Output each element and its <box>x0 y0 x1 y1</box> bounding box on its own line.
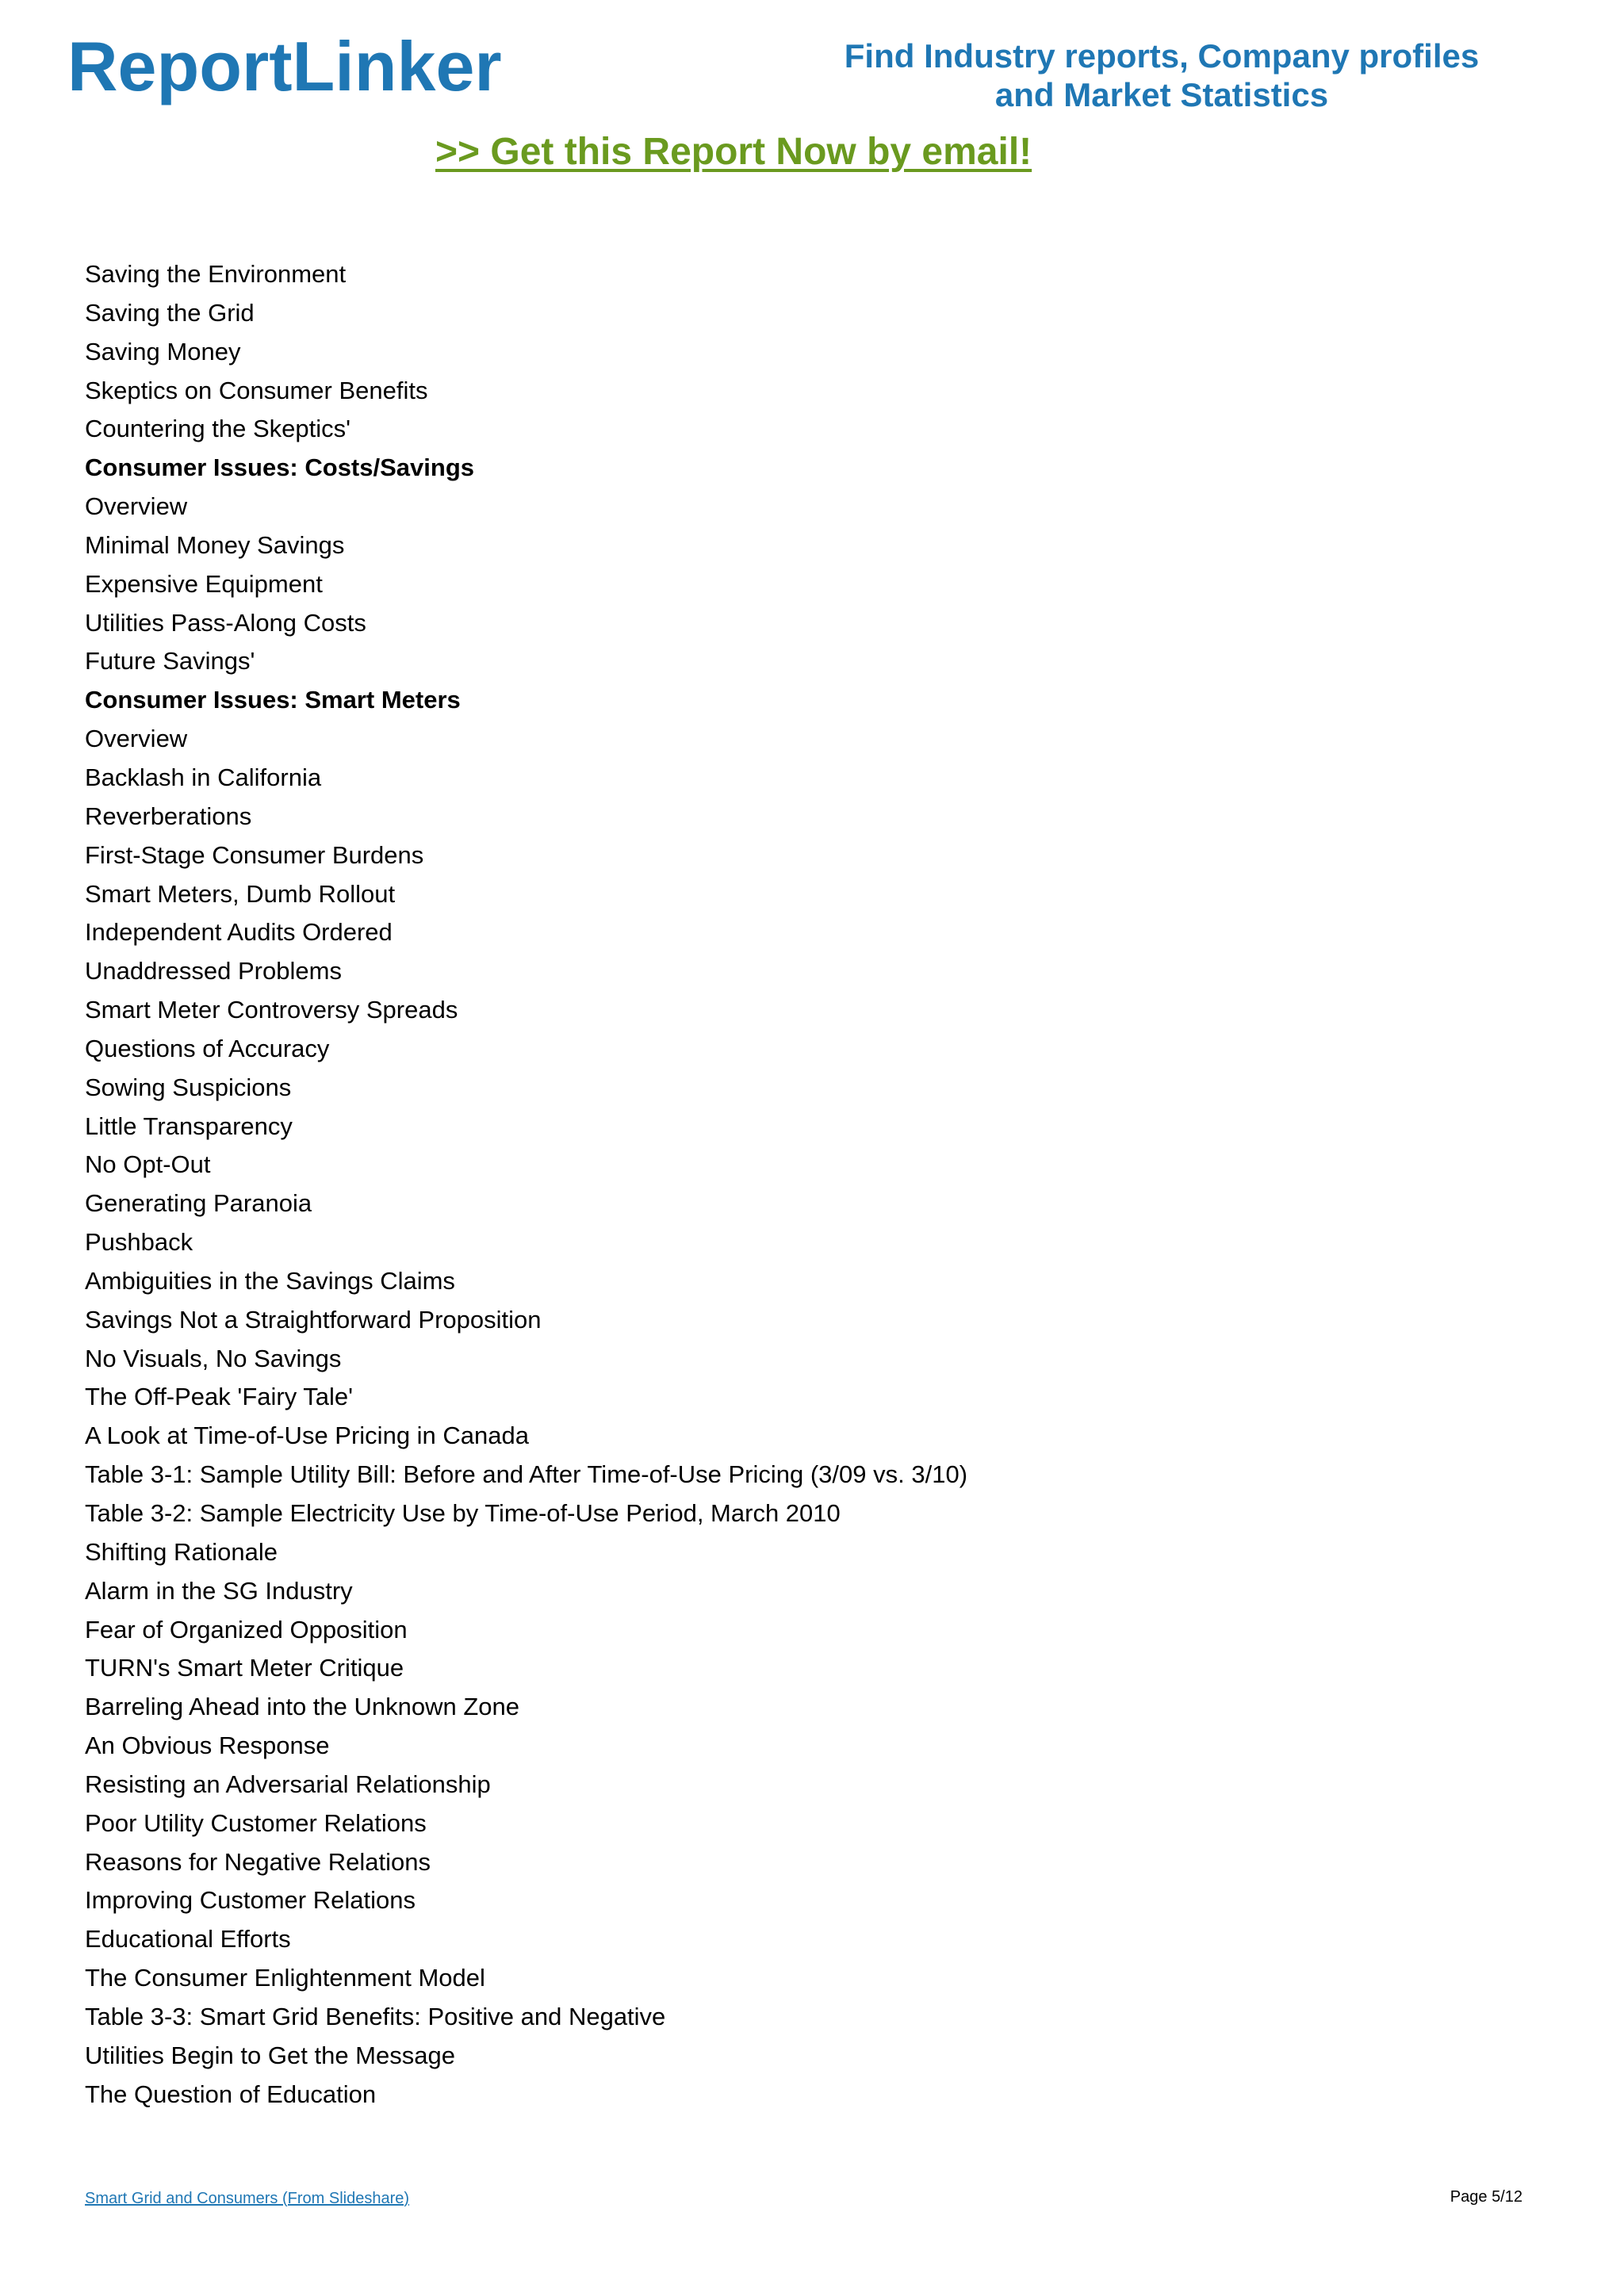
toc-item: Resisting an Adversarial Relationship <box>85 1770 491 1798</box>
toc-item: A Look at Time-of-Use Pricing in Canada <box>85 1422 529 1450</box>
toc-item: The Off-Peak 'Fairy Tale' <box>85 1383 354 1411</box>
toc-item: First-Stage Consumer Burdens <box>85 840 424 869</box>
toc-item: TURN's Smart Meter Critique <box>85 1654 404 1682</box>
toc-item: Alarm in the SG Industry <box>85 1576 353 1605</box>
toc-item: The Question of Education <box>85 2080 377 2108</box>
toc-item: Reverberations <box>85 802 252 830</box>
toc-item: Little Transparency <box>85 1112 293 1140</box>
toc-item: Smart Meters, Dumb Rollout <box>85 879 396 908</box>
toc-item: Overview <box>85 492 188 521</box>
toc-item: Saving the Grid <box>85 298 255 327</box>
toc-item: Table 3-3: Smart Grid Benefits: Positive and Negative <box>85 2002 666 2030</box>
toc-item: Educational Efforts <box>85 1925 291 1954</box>
page-number: Page 5/12 <box>1450 2188 1522 2206</box>
toc-item: Pushback <box>85 1228 193 1257</box>
toc-item: Smart Meter Controversy Spreads <box>85 996 458 1024</box>
toc-item: Reasons for Negative Relations <box>85 1847 431 1876</box>
toc-item: Independent Audits Ordered <box>85 918 393 947</box>
toc-item: Minimal Money Savings <box>85 530 345 559</box>
toc-item: Table 3-2: Sample Electricity Use by Time-of-Use Period, March 2010 <box>85 1499 841 1527</box>
toc-item: The Consumer Enlightenment Model <box>85 1964 485 1992</box>
tagline-line-2: and Market Statistics <box>994 76 1329 113</box>
toc-item: Savings Not a Straightforward Proposition <box>85 1305 542 1334</box>
toc-item: Fear of Organized Opposition <box>85 1615 408 1644</box>
toc-item: Shifting Rationale <box>85 1537 278 1566</box>
toc-section-heading: Consumer Issues: Costs/Savings <box>85 453 474 482</box>
toc-item: Backlash in California <box>85 763 322 791</box>
reportlinker-logo: ReportLinker <box>67 27 502 105</box>
toc-item: Barreling Ahead into the Unknown Zone <box>85 1693 520 1721</box>
toc-item: Improving Customer Relations <box>85 1886 416 1915</box>
toc-item: Questions of Accuracy <box>85 1034 330 1062</box>
toc-item: Overview <box>85 725 188 753</box>
tagline-line-1: Find Industry reports, Company profiles <box>844 37 1480 75</box>
table-of-contents <box>85 255 967 2114</box>
toc-item: Generating Paranoia <box>85 1189 312 1218</box>
source-link[interactable]: Smart Grid and Consumers (From Slideshare) <box>85 2190 410 2207</box>
toc-item: Table 3-1: Sample Utility Bill: Before and After Time-of-Use Pricing (3/09 vs. 3/10) <box>85 1460 968 1489</box>
toc-item: Unaddressed Problems <box>85 957 342 985</box>
toc-item: Utilities Pass-Along Costs <box>85 608 366 637</box>
toc-item: Sowing Suspicions <box>85 1073 292 1101</box>
toc-item: Saving the Environment <box>85 260 347 288</box>
toc-item: Skeptics on Consumer Benefits <box>85 376 428 404</box>
toc-item: Saving Money <box>85 337 241 365</box>
toc-item: No Opt-Out <box>85 1150 211 1179</box>
header-tagline <box>833 36 1491 114</box>
toc-item: Ambiguities in the Savings Claims <box>85 1266 455 1295</box>
toc-item: Future Savings' <box>85 647 255 675</box>
toc-item: No Visuals, No Savings <box>85 1344 342 1372</box>
toc-item: Utilities Begin to Get the Message <box>85 2041 455 2069</box>
toc-item: Expensive Equipment <box>85 569 323 598</box>
toc-item: Countering the Skeptics' <box>85 415 351 443</box>
toc-section-heading: Consumer Issues: Smart Meters <box>85 686 461 714</box>
get-report-email-link[interactable]: >> Get this Report Now by email! <box>435 131 1032 173</box>
toc-item: An Obvious Response <box>85 1732 330 1760</box>
toc-item: Poor Utility Customer Relations <box>85 1808 427 1837</box>
